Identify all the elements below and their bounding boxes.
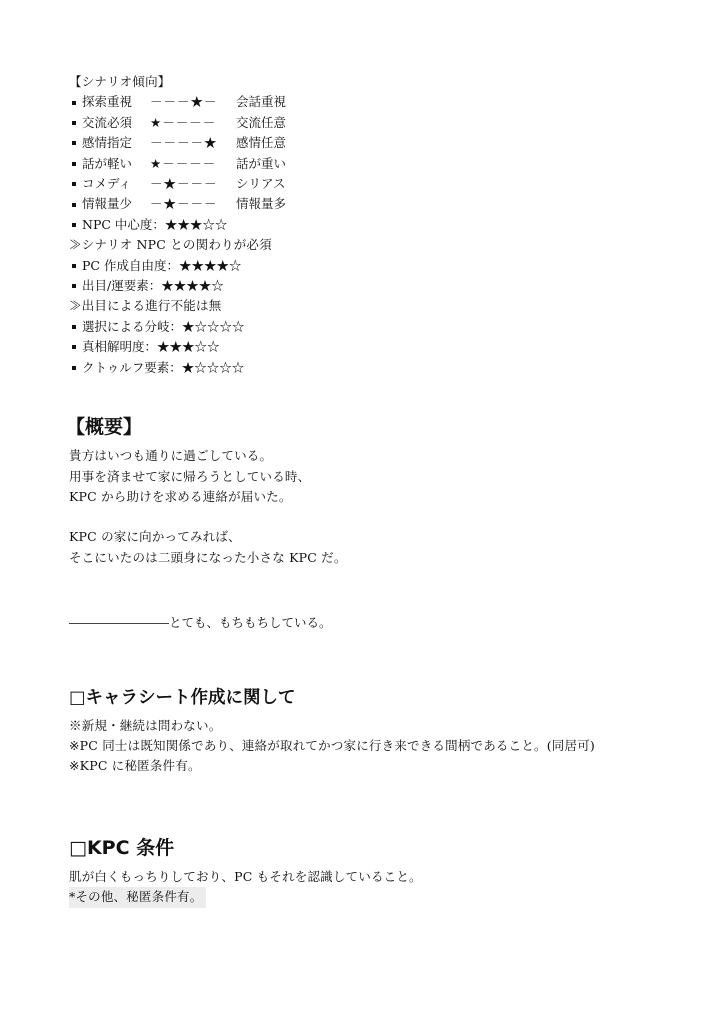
cthulhu-rating	[69, 358, 699, 378]
overview-line: そこにいたのは二頭身になった小さな KPC だ。	[69, 549, 347, 565]
scale-right-label: 情報量多	[236, 196, 287, 212]
dice-note: ≫出目による進行不能は無	[69, 298, 222, 314]
scale-left-label: コメディ	[82, 176, 132, 192]
branch-rating-text: 選択による分岐：★☆☆☆☆	[82, 318, 245, 334]
tendency-title: 【シナリオ傾向】	[69, 74, 171, 89]
scale-right-label: 感情任意	[236, 135, 287, 151]
character-note: ※新規・継続は問わない。	[69, 717, 222, 733]
overview-heading: 【概要】	[66, 416, 143, 439]
bullet-icon	[72, 325, 76, 329]
scale-indicator: －－－－★	[150, 135, 218, 151]
spacer	[69, 378, 699, 412]
npc-note: ≫シナリオ NPC との関わりが必須	[69, 237, 272, 253]
scale-indicator: ★－－－－	[150, 114, 217, 130]
branch-rating	[69, 317, 699, 337]
tendency-scale-row	[69, 154, 699, 174]
dice-rating-text: 出目/運要素：★★★★☆	[82, 278, 224, 294]
tendency-scale-row	[69, 194, 699, 214]
overview-line: KPC から助けを求める連絡が届いた。	[69, 488, 292, 504]
spacer	[69, 777, 699, 833]
kpc-heading: □KPC 条件	[69, 836, 175, 859]
npc-rating	[69, 215, 699, 235]
spacer	[69, 634, 699, 684]
dash-line: ――――――――とても、もちもちしている。	[69, 615, 332, 631]
scale-right-label: 話が重い	[236, 155, 287, 171]
character-note: ※KPC に秘匿条件有。	[69, 758, 201, 774]
kpc-secret-note: *その他、秘匿条件有。	[69, 887, 206, 907]
bullet-icon	[72, 101, 76, 105]
bullet-icon	[72, 162, 76, 166]
bullet-icon	[72, 182, 76, 186]
scale-left-label: 探索重視	[82, 94, 133, 110]
overview-line: 貴方はいつも通りに過ごしている。	[69, 448, 273, 464]
character-heading: □キャラシート作成に関して	[69, 687, 296, 708]
bullet-icon	[72, 141, 76, 145]
overview-line: KPC の家に向かってみれば、	[69, 529, 241, 545]
bullet-icon	[72, 203, 76, 207]
scale-left-label: 情報量少	[82, 196, 133, 212]
tendency-scale-row	[69, 133, 699, 153]
scale-indicator: ★－－－－	[150, 155, 217, 171]
bullet-icon	[72, 284, 76, 288]
scale-right-label: 交流任意	[236, 114, 287, 130]
scale-indicator: －★－－－	[150, 176, 218, 192]
bullet-icon	[72, 121, 76, 125]
truth-rating-text: 真相解明度：★★★☆☆	[82, 339, 220, 355]
bullet-icon	[72, 223, 76, 227]
overview-line: 用事を済ませて家に帰ろうとしている時、	[69, 468, 311, 484]
scale-indicator: －★－－－	[150, 196, 218, 212]
tendency-scale-row	[69, 174, 699, 194]
kpc-condition: 肌が白くもっちりしており、PC もそれを認識していること。	[69, 868, 422, 884]
spacer	[69, 568, 699, 613]
bullet-icon	[72, 264, 76, 268]
cthulhu-rating-text: クトゥルフ要素：★☆☆☆☆	[82, 359, 245, 375]
pc-freedom-rating	[69, 256, 699, 276]
bullet-icon	[72, 345, 76, 349]
npc-rating-text: NPC 中心度：★★★☆☆	[82, 216, 228, 232]
tendency-scale-row	[69, 113, 699, 133]
tendency-scale-row	[69, 92, 699, 112]
pc-freedom-text: PC 作成自由度：★★★★☆	[82, 257, 242, 273]
scale-right-label: 会話重視	[236, 94, 287, 110]
truth-rating	[69, 337, 699, 357]
scale-right-label: シリアス	[236, 176, 286, 192]
scale-left-label: 感情指定	[82, 135, 133, 151]
scale-left-label: 交流必須	[82, 114, 133, 130]
dice-rating	[69, 276, 699, 296]
document-page	[66, 72, 699, 908]
bullet-icon	[72, 366, 76, 370]
character-note: ※PC 同士は既知関係であり、連絡が取れてかつ家に行き来できる間柄であること。(同居可)	[69, 737, 595, 753]
scale-indicator: －－－★－	[150, 94, 218, 110]
scale-left-label: 話が軽い	[82, 155, 133, 171]
spacer	[69, 507, 699, 527]
kpc-secret-note-row	[69, 887, 699, 907]
